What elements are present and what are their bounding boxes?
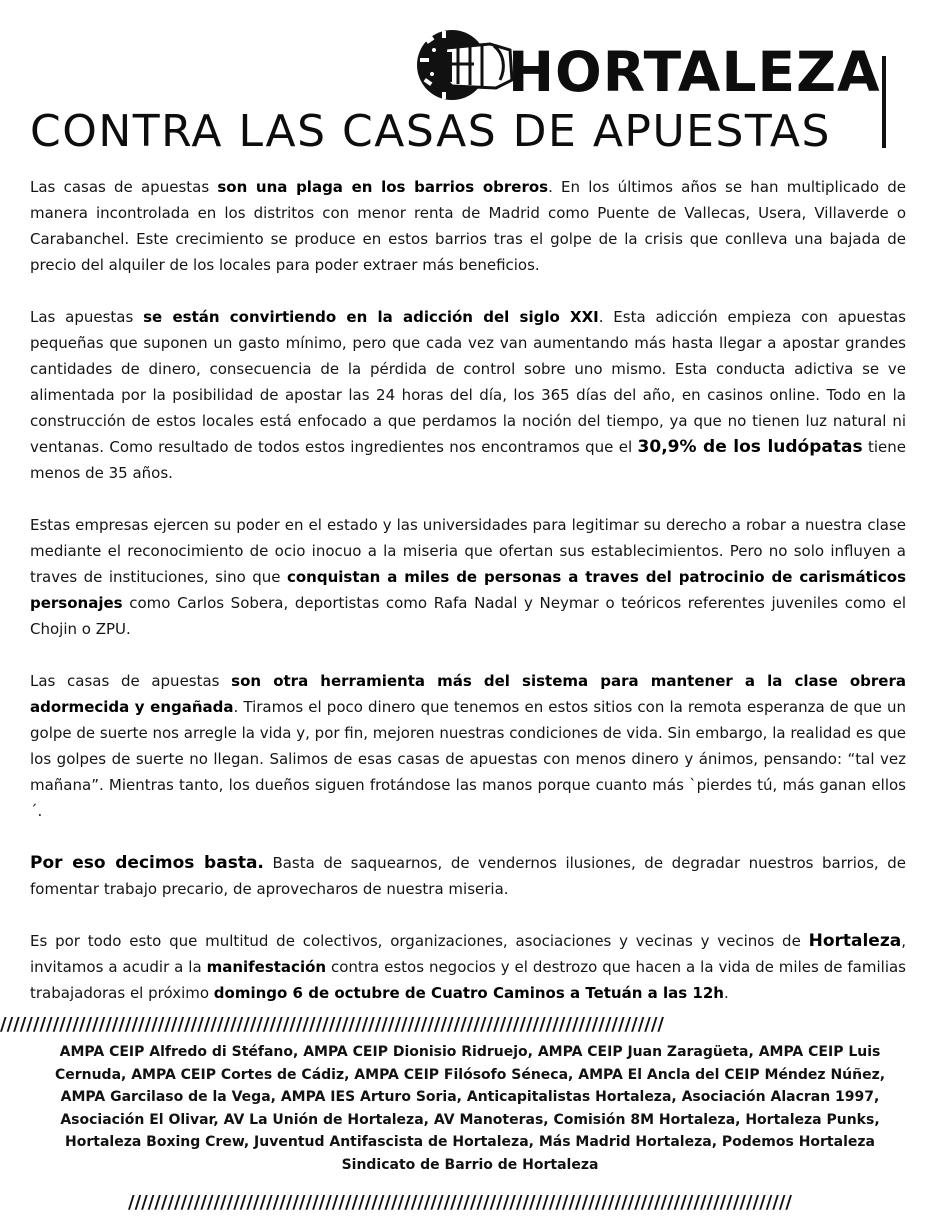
vertical-divider (882, 56, 886, 148)
paragraph (30, 174, 906, 278)
emphasis-text: son otra herramienta más del sistema para mantener a la clase obrera adormecida y engañada (30, 672, 906, 716)
emphasis-text: 30,9% de los ludópatas (637, 437, 863, 457)
paragraph (30, 512, 906, 642)
paragraph-text: . Esta adicción empieza con apuestas pequeñas que suponen un gasto mínimo, pero que cada vez van aumentando más hasta llegar a apostar grandes cantidades de dinero, consecuencia de la pérdida de control sobre uno mismo. Esta conducta adictiva se ve alimentada por la posibilidad de apostar las 24 horas del día, los 365 días del año, en casinos online. Todo en la construcción de estos locales está enfocado a que perdamos la noción del tiempo, ya que no tienen luz natural ni ventanas. Como resultado de todos estos ingredientes nos encontramos que el (30, 308, 906, 456)
emphasis-text: son una plaga en los barrios obreros (217, 178, 549, 196)
paragraph-text: Es por todo esto que multitud de colectivos, organizaciones, asociaciones y vecinas y vecinos de (30, 932, 809, 950)
paragraph-text: como Carlos Sobera, deportistas como Rafa Nadal y Neymar o teóricos referentes juveniles como el Chojin o ZPU. (30, 594, 906, 638)
paragraph (30, 668, 906, 824)
signer-line: AMPA Garcilaso de la Vega, AMPA IES Arturo Soria, Anticapitalistas Hortaleza, Asociación Alacran 1997, (60, 1089, 880, 1105)
paragraph-text: Las casas de apuestas (30, 178, 218, 196)
signer-line: AMPA CEIP Alfredo di Stéfano, AMPA CEIP Dionisio Ridruejo, AMPA CEIP Juan Zaragüeta, AMPA CEIP Luis (59, 1044, 881, 1060)
signer-line: Hortaleza Boxing Crew, Juventud Antifascista de Hortaleza, Más Madrid Hortaleza, Podemos Hortaleza (65, 1134, 875, 1150)
brand-name: HORTALEZA (508, 40, 881, 104)
paragraph (30, 928, 906, 1006)
paragraph-text: Las apuestas (30, 308, 144, 326)
page-title: CONTRA LAS CASAS DE APUESTAS (30, 106, 831, 157)
separator-bottom: ///////////////////////////////////////////////////////////////////////////////////////////////////// (128, 1192, 792, 1213)
paragraph-text: Basta de saquearnos, de vendernos ilusiones, de degradar nuestros barrios, de fomentar trabajo precario, de aprovecharos de nuestra miseria. (30, 854, 906, 898)
paragraph-text: Estas empresas ejercen su poder en el estado y las universidades para legitimar su derecho a robar a nuestra clase mediante el reconocimiento de ocio inocuo a la miseria que ofertan sus establecimientos. Pero no solo influyen a traves de instituciones, sino que (30, 516, 906, 586)
paragraph-text: tiene menos de 35 años. (30, 438, 906, 482)
emphasis-text: domingo 6 de octubre de Cuatro Caminos a Tetuán a las 12h (213, 984, 724, 1002)
paragraph-text: , invitamos a acudir a la (30, 932, 906, 976)
paragraph (30, 304, 906, 486)
emphasis-text: Hortaleza (808, 931, 902, 951)
emphasis-text: manifestación (206, 958, 327, 976)
header (0, 0, 940, 160)
body-text (30, 174, 906, 1032)
paragraph (30, 850, 906, 902)
signer-line: Asociación El Olivar, AV La Unión de Hortaleza, AV Manoteras, Comisión 8M Hortaleza, Hortaleza Punks, (60, 1111, 880, 1128)
paragraph-text: . (723, 984, 729, 1002)
paragraph-text: contra estos negocios y el destrozo que hacen a la vida de miles de familias trabajadoras el próximo (30, 958, 906, 1002)
paragraph-text: Las casas de apuestas (30, 672, 232, 690)
paragraph-text: . En los últimos años se han multiplicado de manera incontrolada en los distritos con menor renta de Madrid como Puente de Vallecas, Usera, Villaverde o Carabanchel. Este crecimiento se produce en estos barrios tras el golpe de la crisis que conlleva una bajada de precio del alquiler de los locales para poder extraer más beneficios. (30, 178, 906, 274)
signer-line: Sindicato de Barrio de Hortaleza (341, 1156, 599, 1173)
fist-logo-icon (412, 28, 516, 102)
emphasis-text: se están convirtiendo en la adicción del siglo XXI (143, 308, 599, 326)
emphasis-text: conquistan a miles de personas a traves del patrocinio de carismáticos personajes (30, 568, 906, 612)
emphasis-text: Por eso decimos basta. (30, 853, 264, 873)
paragraph-text: . Tiramos el poco dinero que tenemos en estos sitios con la remota esperanza de que un golpe de suerte nos arregle la vida y, por fin, mejoren nuestras condiciones de vida. Sin embargo, la realidad es que los golpes de suerte no llegan. Salimos de esas casas de apuestas con menos dinero y ánimos, pensando: “tal vez mañana”. Mientras tanto, los dueños siguen frotándose las manos porque cuanto más `pierdes tú, más ganan ellos´. (30, 698, 906, 820)
separator-top: ///////////////////////////////////////////////////////////////////////////////////////////////////// (0, 1014, 664, 1035)
signers-list (20, 1041, 920, 1176)
signer-line: Cernuda, AMPA CEIP Cortes de Cádiz, AMPA CEIP Filósofo Séneca, AMPA El Ancla del CEIP Méndez Núñez, (54, 1066, 886, 1083)
